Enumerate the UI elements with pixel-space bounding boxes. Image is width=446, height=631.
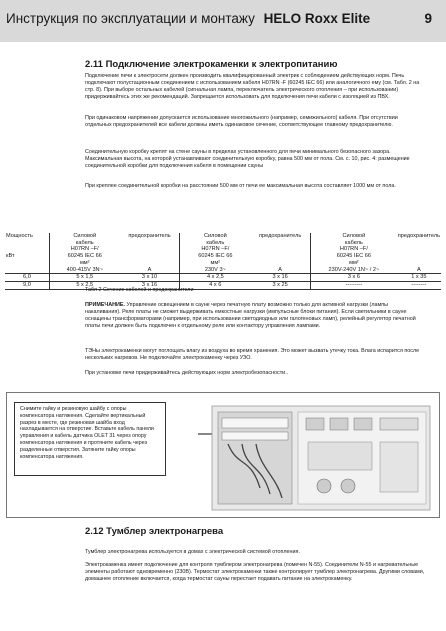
header-line: H07RN –F/ <box>201 246 230 253</box>
header-line: 230V-240V 1N~ / 2~ <box>328 266 380 273</box>
header-line <box>251 246 309 253</box>
table-cell: --------- <box>311 281 397 289</box>
header-line: предохранитель <box>128 233 171 239</box>
header-line: 400-415V 3N~ <box>66 266 103 273</box>
header-line: H07RN –F/ <box>339 246 368 253</box>
strain-relief-callout: Снимите гайку и резиновую шайбу с опоры компенсатора натяжения. Сделайте вертикальный разрез в месте, где резиновая шайба вход нахладывается на отверстие. Вставьте кабель панели управления и кабель датчика OLET 31 через опору компенсатора натяжения и протяните кабель через разделенные отверстия. Затяните гайку опоры компенсатора натяжения. <box>14 402 166 476</box>
header-line: 230V 3~ <box>204 266 226 273</box>
table-cell: 3 x 16 <box>120 281 180 289</box>
section-2-11-paragraph-1: Подключение печи к электросети должен производить квалифицированный электрик с соблюдением действующих норм. Печь подключают полустационным соединением с использованием кабеля H07RN -F (60245 IEC 66) или аналогичного ему (см. Табл. 2 на стр. 8). При выборе остальных кабелей (сигнальная лампа, переключатель электрического отопления – при использовании) придерживайтесь этих же рекомендаций. Запрещается использовать для подключения печи кабели с изоляцией из ПВХ. <box>85 73 420 100</box>
section-2-11-paragraph-4: При креплее соединительной коробки на расстоянии 500 мм от печи ее максимальная высота составляет 1000 мм от пола. <box>85 183 396 189</box>
section-2-11-paragraph-2: При одинаковом напряжении допускается использование многожильного (например, семижильного) кабеля. При отсутствии отдельных предохранителей все кабели должны иметь одинаковое сечение, соответствующее главному предохранителю. <box>85 115 398 128</box>
table-header-cell <box>120 233 180 274</box>
header-line: мм² <box>79 259 90 266</box>
header-line <box>6 240 48 247</box>
table-cell: 3 x 16 <box>250 274 310 282</box>
header-line <box>251 253 309 260</box>
header-line: кабель <box>344 239 363 246</box>
header-line: A <box>278 266 282 273</box>
table-header-cell <box>311 233 397 274</box>
header-line: мм² <box>210 259 221 266</box>
table-header-cell <box>180 233 250 274</box>
table-row <box>5 281 441 289</box>
table-cell: 6,0 <box>5 274 49 282</box>
header-line: 60245 IEC 66 <box>198 253 233 260</box>
section-2-12-paragraph-1: Тумблер электронагрева используется в домах с электрической системой отопления. <box>85 549 300 555</box>
page-number: 9 <box>424 11 432 26</box>
header-line: A <box>147 266 152 273</box>
table-cell: 3 x 25 <box>250 281 310 289</box>
relay <box>354 418 372 430</box>
table-cell: 4 x 6 <box>180 281 250 289</box>
header-line: A <box>416 266 421 273</box>
table-caption: Табл 2 Сечение кабелей и предохранители <box>85 287 194 293</box>
note-text: Управление освещением в сауне через печатную плату возможно только для активной нагрузки (лампы накаливания). Реле платы не сможет выдерживать емкостные нагрузки (импульсные блоки питания). Если светильники в сауне оснащены трансформаторами (например, при использовании светодиодных или галогеновых ламп), релейный регулятор печатной платы печи должен быть подключен к отдельному реле или контактору управления лампами. <box>85 302 416 329</box>
table-cell: -------- <box>397 281 441 289</box>
table-cell: 9,0 <box>5 281 49 289</box>
header-line <box>398 260 440 267</box>
header-brand: HELO Roxx Elite <box>263 11 371 26</box>
header-line: 60245 IEC 66 <box>336 253 371 260</box>
terminal-strip <box>222 432 288 440</box>
header-line <box>251 260 309 267</box>
header-line: Мощность <box>6 233 33 239</box>
note-paragraph <box>85 302 425 330</box>
table-cell: 5 x 2,5 <box>49 281 119 289</box>
connection-box-illustration <box>198 398 436 514</box>
header-line <box>121 253 179 260</box>
table-cell: 5 x 1,5 <box>49 274 119 282</box>
table-header-cell <box>49 233 119 274</box>
terminal-strip <box>222 418 288 428</box>
section-2-12-heading: 2.12 Тумблер электронагрева <box>85 526 224 537</box>
connector-block <box>380 418 418 430</box>
pcb-component <box>380 442 418 492</box>
header-line <box>6 267 48 274</box>
header-line <box>6 260 48 267</box>
relay <box>306 418 324 430</box>
note-paragraph-2: ТЭНы электрокаменки могут поглощать влагу из воздуха во время хранения. Это может вызвать утечку тока. Влага испарится после нескольких нагревов. Не подключайте электрокаменку через УЗО. <box>85 348 420 361</box>
note-paragraph-3: При установке печи придерживайтесь действующих норм электробезопасности.. <box>85 370 289 376</box>
header-line <box>6 246 48 253</box>
strain-relief-nut <box>317 479 331 493</box>
header-line <box>398 253 440 260</box>
section-2-12-paragraph-2: Электрокаменка имеет подключение для контроля тумблером электронагрева (помечен N-55). Соединители N-55 и нагревательные элементы работают одновременно (230В). Термостат электрокаменки также контролирует тумблер электронагрева. Другими словами, домашнее отопление включается, когда термостат сауны перестает подавать питание на электрокаменку. <box>85 562 425 582</box>
strain-relief-nut <box>341 479 355 493</box>
header-title-text: Инструкция по эксплуатации и монтажу <box>6 11 255 26</box>
header-line: Силовой <box>342 233 366 239</box>
table-cell: 4 x 2,5 <box>180 274 250 282</box>
table-cell: 3 x 10 <box>120 274 180 282</box>
section-2-11-paragraph-3: Соединительную коробку крепят на стене сауны в пределах установленного для печи минимального безопасного зазора. Максимальная высота, на которой устанавливают соединительную коробку, равна 500 мм от пола. См. с. 10, рис. 4: размещение соединительной коробки для подключения кабеля в помещении сауны <box>85 149 410 169</box>
header-line: Силовой <box>203 233 227 239</box>
header-line: предохранитель <box>397 233 440 239</box>
header-line: кВт <box>6 253 15 260</box>
table-row <box>5 274 441 282</box>
table-header-cell <box>250 233 310 274</box>
header-line: 60245 IEC 66 <box>67 253 102 260</box>
page-header <box>0 0 446 42</box>
header-title <box>6 11 370 26</box>
header-line: кабель <box>206 239 225 246</box>
header-line: предохранитель <box>258 233 302 239</box>
header-line: Силовой <box>73 233 97 239</box>
cable-fuse-table <box>5 233 441 290</box>
relay <box>330 418 348 430</box>
header-line <box>121 260 179 267</box>
table-cell: 3 x 6 <box>311 274 397 282</box>
header-line: кабель <box>75 239 94 246</box>
header-line <box>121 240 179 247</box>
header-line: мм² <box>349 259 359 266</box>
header-line <box>398 240 440 247</box>
table-header-row <box>5 233 441 274</box>
header-line <box>121 246 179 253</box>
table-header-cell <box>5 233 49 274</box>
section-2-11-heading: 2.11 Подключение электрокаменки к электропитанию <box>85 59 338 70</box>
header-line: H07RN –F/ <box>70 246 99 253</box>
table-cell: 1 x 35 <box>397 274 441 282</box>
note-label: ПРИМЕЧАНИЕ. <box>85 302 125 308</box>
header-line <box>398 246 440 253</box>
table-header-cell <box>397 233 441 274</box>
pcb-component <box>308 442 372 470</box>
header-line <box>251 240 309 247</box>
